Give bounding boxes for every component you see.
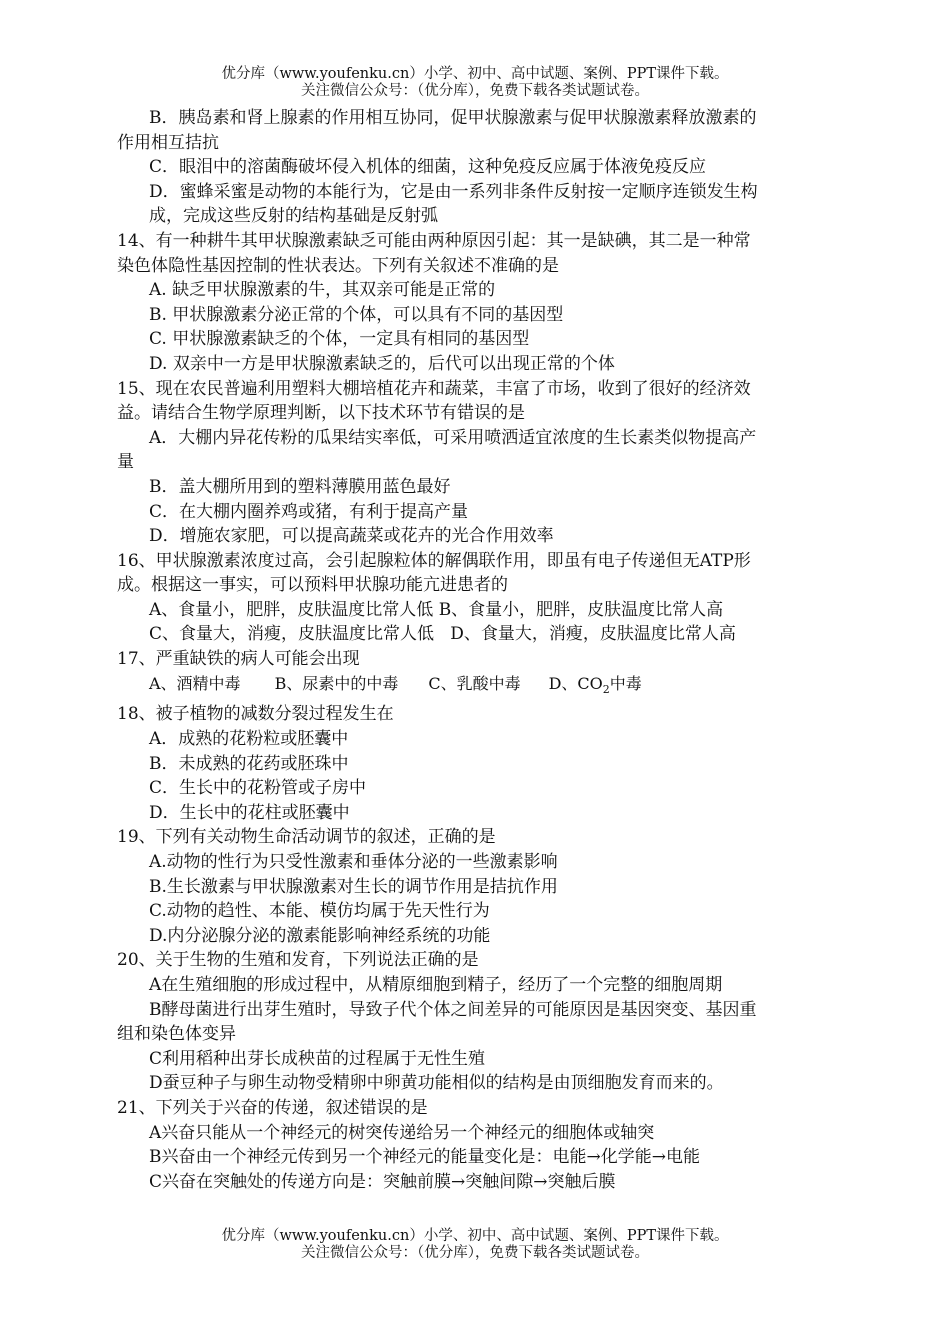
q17-options <box>117 672 839 703</box>
q21-stem: 21、下列关于兴奋的传递，叙述错误的是 <box>117 1097 428 1118</box>
q14-option-d: D. 双亲中一方是甲状腺激素缺乏的，后代可以出现正常的个体 <box>149 353 615 374</box>
q17-option-b: B、尿素中的中毒 <box>274 673 399 693</box>
q16-option-c: C、食量大，消瘦，皮肤温度比常人低 <box>149 624 435 645</box>
q19-option-d: D.内分泌腺分泌的激素能影响神经系统的功能 <box>149 925 491 946</box>
q20-option-b-line2: 组和染色体变异 <box>117 1024 236 1045</box>
q13-option-b-line1: B．胰岛素和肾上腺素的作用相互协同，促甲状腺激素与促甲状腺激素释放激素的 <box>149 108 757 128</box>
q16-stem-line1: 16、甲状腺激素浓度过高，会引起腺粒体的解偶联作用，即虽有电子传递但无ATP形 <box>117 550 751 571</box>
q14-option-c: C. 甲状腺激素缺乏的个体，一定具有相同的基因型 <box>149 329 530 350</box>
footer-line-1: 优分库（www.youfenku.cn）小学、初中、高中试题、案例、PPT课件下载。 <box>221 1228 729 1244</box>
q18-stem: 18、被子植物的减数分裂过程发生在 <box>117 704 394 725</box>
q21-option-b: B兴奋由一个神经元传到另一个神经元的能量变化是：电能→化学能→电能 <box>149 1147 700 1168</box>
q16-option-d: D、食量大，消瘦，皮肤温度比常人高 <box>450 624 736 645</box>
q16-stem-line2: 成。根据这一事实，可以预料甲状腺功能亢进患者的 <box>117 575 508 596</box>
q18-option-a: A．成熟的花粉粒或胚囊中 <box>149 729 349 750</box>
q21-option-c: C兴奋在突触处的传递方向是：突触前膜→突触间隙→突触后膜 <box>149 1171 616 1192</box>
q18-option-b: B．未成熟的花药或胚珠中 <box>149 753 349 774</box>
q16-options-ab <box>117 598 839 623</box>
q15-stem-line1: 15、现在农民普遍利用塑料大棚培植花卉和蔬菜，丰富了市场，收到了很好的经济效 <box>117 378 751 399</box>
q17-stem: 17、严重缺铁的病人可能会出现 <box>117 649 360 670</box>
q19-stem: 19、下列有关动物生命活动调节的叙述，正确的是 <box>117 827 496 848</box>
q20-stem: 20、关于生物的生殖和发育，下列说法正确的是 <box>117 950 479 971</box>
q13-option-b-line2: 作用相互拮抗 <box>117 132 219 153</box>
q20-option-a: A在生殖细胞的形成过程中，从精原细胞到精子，经历了一个完整的细胞周期 <box>149 974 723 995</box>
q14-stem-line1: 14、有一种耕牛其甲状腺激素缺乏可能由两种原因引起：其一是缺碘，其二是一种常 <box>117 230 751 251</box>
q20-option-b-line1: B酵母菌进行出芽生殖时，导致子代个体之间差异的可能原因是基因突变、基因重 <box>149 999 757 1020</box>
q14-option-a: A. 缺乏甲状腺激素的牛，其双亲可能是正常的 <box>149 280 496 301</box>
q16-option-a: A、食量小，肥胖，皮肤温度比常人低 <box>149 599 434 620</box>
q14-stem-line2: 染色体隐性基因控制的性状表达。下列有关叙述不准确的是 <box>117 255 559 276</box>
page-footer <box>0 1228 950 1262</box>
question-content <box>117 106 839 1194</box>
q18-option-c: C．生长中的花粉管或子房中 <box>149 778 367 799</box>
q21-option-a: A兴奋只能从一个神经元的树突传递给另一个神经元的细胞体或轴突 <box>149 1122 655 1143</box>
q15-option-a-line1: A．大棚内异花传粉的瓜果结实率低，可采用喷洒适宜浓度的生长素类似物提高产 <box>149 427 757 448</box>
q15-option-d: D．增施农家肥，可以提高蔬菜或花卉的光合作用效率 <box>149 526 554 547</box>
q15-stem-line2: 益。请结合生物学原理判断，以下技术环节有错误的是 <box>117 403 525 424</box>
q13-option-d-line2: 成，完成这些反射的结构基础是反射弧 <box>149 206 438 227</box>
q16-options-cd <box>117 622 839 647</box>
page-header <box>0 66 950 100</box>
q19-option-b: B.生长激素与甲状腺激素对生长的调节作用是拮抗作用 <box>149 876 558 897</box>
q16-option-b: B、食量小，肥胖，皮肤温度比常人高 <box>438 599 724 620</box>
q17-option-d: D、$CO_2$中毒 <box>548 673 642 696</box>
q20-option-d: D蚕豆种子与卵生动物受精卵中卵黄功能相似的结构是由顶细胞发育而来的。 <box>149 1073 724 1094</box>
q17-option-c: C、乳酸中毒 <box>428 673 521 693</box>
q19-option-a: A.动物的性行为只受性激素和垂体分泌的一些激素影响 <box>149 852 558 872</box>
header-line-1: 优分库（www.youfenku.cn）小学、初中、高中试题、案例、PPT课件下载。 <box>221 66 729 82</box>
footer-line-2: 关注微信公众号：（优分库），免费下载各类试题试卷。 <box>301 1245 649 1261</box>
q20-option-c: C利用稻种出芽长成秧苗的过程属于无性生殖 <box>149 1048 486 1069</box>
q14-option-b: B. 甲状腺激素分泌正常的个体，可以具有不同的基因型 <box>149 304 564 325</box>
q15-option-a-line2: 量 <box>117 452 134 473</box>
q15-option-b: B．盖大棚所用到的塑料薄膜用蓝色最好 <box>149 476 451 497</box>
q13-option-c: C．眼泪中的溶菌酶破坏侵入机体的细菌，这种免疫反应属于体液免疫反应 <box>149 157 707 178</box>
q18-option-d: D．生长中的花柱或胚囊中 <box>149 802 350 823</box>
header-line-2: 关注微信公众号：（优分库），免费下载各类试题试卷。 <box>301 83 649 99</box>
q13-option-d-line1: D．蜜蜂采蜜是动物的本能行为，它是由一系列非条件反射按一定顺序连锁发生构 <box>149 181 758 202</box>
q17-option-a: A、酒精中毒 <box>149 673 241 693</box>
q15-option-c: C．在大棚内圈养鸡或猪，有利于提高产量 <box>149 501 469 522</box>
q19-option-c: C.动物的趋性、本能、模仿均属于先天性行为 <box>149 901 490 922</box>
